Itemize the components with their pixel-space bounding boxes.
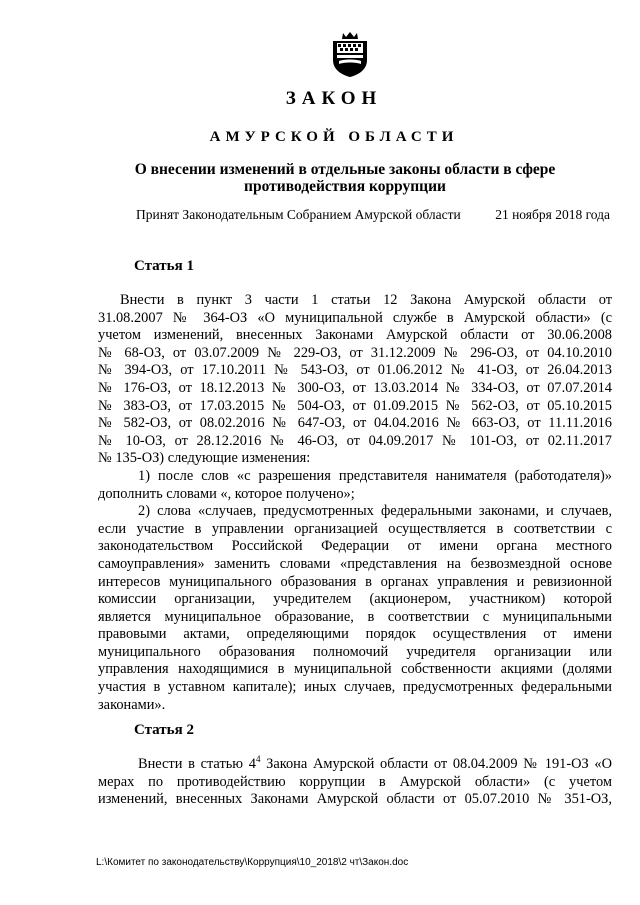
text-line: законами».: [98, 696, 166, 713]
text-line: правовыми актами, определяющими порядок осуществления от имени: [98, 626, 612, 643]
text-line: № 10-ОЗ, от 28.12.2016 № 46-ОЗ, от 04.09.2017 № 101-ОЗ, от 02.11.2017: [98, 432, 612, 449]
article-2-title: Статья 2: [134, 722, 194, 738]
text-line: участия в уставном капитале); иных случаев, предусмотренных федеральными: [98, 679, 612, 696]
article-superscript: 4: [255, 754, 261, 765]
text-line: 31.08.2007 № 364-ОЗ «О муниципальной службе в Амурской области» (с: [98, 309, 612, 326]
text-line: № 394-ОЗ, от 17.10.2011 № 543-ОЗ, от 01.06.2012 № 41-ОЗ, от 26.04.2013: [98, 362, 612, 379]
text-line: мерах по противодействию коррупции в Амурской области» (с учетом: [98, 773, 612, 790]
adopted-date: 21 ноября 2018 года: [495, 207, 610, 222]
text-line: законодательством Российской Федерации от имени органа местного: [98, 538, 612, 555]
text-line: № 582-ОЗ, от 08.02.2016 № 647-ОЗ, от 04.04.2016 № 663-ОЗ, от 11.11.2016: [98, 415, 612, 432]
article-1-text: [98, 292, 612, 714]
text-line: изменений, внесенных Законами Амурской области от 05.07.2010 № 351-ОЗ,: [98, 791, 612, 808]
article-2-text: [98, 756, 612, 809]
text-line: № 135-ОЗ) следующие изменения:: [98, 450, 311, 467]
text-fragment: Закона Амурской области от 08.04.2009 № 191-ОЗ «О: [260, 756, 612, 772]
document-subtitle: АМУРСКОЙ ОБЛАСТИ: [209, 129, 459, 145]
text-line: № 383-ОЗ, от 17.03.2015 № 504-ОЗ, от 01.09.2015 № 562-ОЗ, от 05.10.2015: [98, 397, 612, 414]
text-line: муниципального образования полномочий учредителя организации или: [98, 643, 612, 660]
text-line: дополнить словами «, которое получено»;: [98, 485, 355, 502]
text-line: учетом изменений, внесенных Законами Амурской области от 30.06.2008: [98, 327, 612, 344]
text-line: Внести в пункт 3 части 1 статьи 12 Закона Амурской области от: [120, 292, 612, 308]
text-line: является муниципальное образование, в соответствии с муниципальными: [98, 608, 612, 625]
text-fragment: Внести в статью 4: [138, 756, 256, 772]
text-line: управления находящимися в муниципальной собственности акциями (долями: [98, 661, 612, 678]
text-line: [98, 756, 612, 774]
text-line: если участие в управлении организацией осуществляется в соответствии с: [98, 520, 612, 537]
document-heading: [120, 161, 570, 195]
adopted-by: Принят Законодательным Собранием Амурской области: [136, 207, 461, 222]
heading-line: противодействия коррупции: [244, 178, 446, 195]
article-1-title: Статья 1: [134, 258, 194, 274]
text-line: 1) после слов «с разрешения представителя нанимателя (работодателя)»: [138, 467, 612, 484]
text-line: самоуправления» заменить словами «представления на безвозмездной основе: [98, 555, 612, 572]
heading-line: О внесении изменений в отдельные законы области в сфере: [134, 161, 556, 178]
text-line: комиссии организации, учредителем (акционером, участником) которой: [98, 591, 612, 608]
document-title: ЗАКОН: [285, 88, 383, 109]
text-line: интересов муниципального образования в органах управления и ревизионной: [98, 573, 612, 590]
coat-of-arms-icon: [330, 30, 370, 78]
text-line: № 176-ОЗ, от 18.12.2013 № 300-ОЗ, от 13.03.2014 № 334-ОЗ, от 07.07.2014: [98, 379, 612, 396]
file-path-footer: L:\Комитет по законодательству\Коррупция\10_2018\2 чт\Закон.doc: [96, 857, 409, 868]
text-line: № 68-ОЗ, от 03.07.2009 № 229-ОЗ, от 31.12.2009 № 296-ОЗ, от 04.10.2010: [98, 344, 612, 361]
text-line: 2) слова «случаев, предусмотренных федеральными законами, и случаев,: [138, 503, 612, 520]
